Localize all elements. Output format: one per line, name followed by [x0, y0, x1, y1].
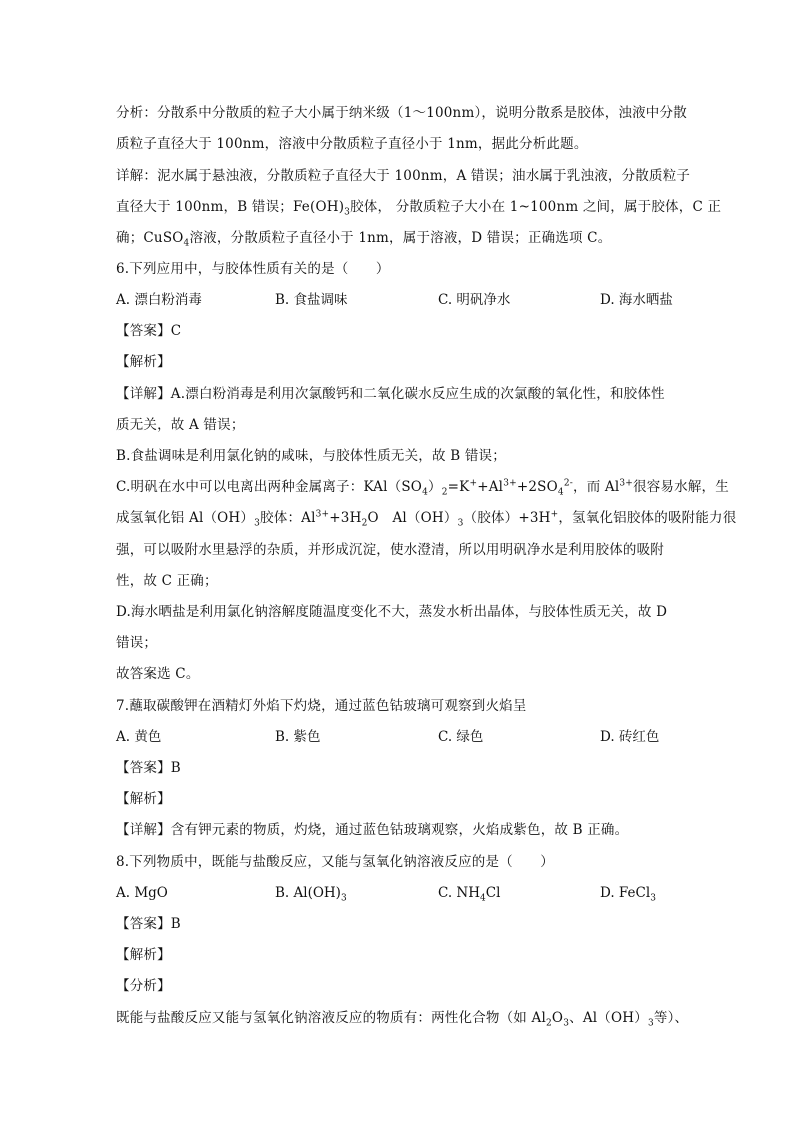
- q7-detail: 【详解】含有钾元素的物质，灼烧，通过蓝色钴玻璃观察，火焰成紫色，故 B 正确。: [116, 822, 629, 838]
- q5-analysis-line-2: 质粒子直径大于 100nm，溶液中分散质粒子直径小于 1nm，据此分析此题。: [116, 136, 588, 152]
- q8-analysis-line: 既能与盐酸反应又能与氢氧化钠溶液反应的物质有：两性化合物（如 $Al_2O_3$、$Al(OH)_3$等）、: [116, 1010, 689, 1029]
- q7-question: 7.蘸取碳酸钾在酒精灯外焰下灼烧，通过蓝色钴玻璃可观察到火焰呈: [116, 698, 527, 714]
- q6-detail-line-9: 错误；: [116, 635, 158, 651]
- q6-detail-line-4: C.明矾在水中可以电离出两种金属离子：$KAl(SO_4)_2=K^++Al^{3+}+2SO_4^{2-}$，而 $Al^{3+}$很容易水解，生: [116, 478, 729, 498]
- q5-detail-line-3: 确；CuSO$_4$溶液，分散质粒子直径小于 1nm，属于溶液，D 错误；正确选项 C。: [116, 230, 612, 249]
- q6-detail-line-7: 性，故 C 正确；: [116, 573, 218, 589]
- q5-analysis-line-1: 分析：分散系中分散质的粒子大小属于纳米级（1～100nm），说明分散系是胶体，浊液中分散: [116, 105, 687, 121]
- q7-option-b: B. 紫色: [275, 729, 321, 745]
- q8-option-a: A. MgO: [116, 885, 168, 901]
- q6-conclusion: 故答案选 C。: [116, 666, 200, 682]
- q8-option-c: C. $NH_4Cl$: [438, 885, 501, 904]
- q8-option-d: D. FeCl$_3$: [600, 885, 656, 904]
- q7-option-d: D. 砖红色: [600, 729, 660, 745]
- q6-option-c: C. 明矾净水: [438, 292, 511, 308]
- q6-detail-line-2: 质无关，故 A 错误；: [116, 417, 245, 433]
- q6-detail-line-3: B.食盐调味是利用氯化钠的咸味，与胶体性质无关，故 B 错误；: [116, 448, 506, 464]
- q7-analysis-label: 【解析】: [116, 791, 171, 807]
- q8-question: 8.下列物质中，既能与盐酸反应，又能与氢氧化钠溶液反应的是（ ）: [116, 854, 554, 870]
- q6-question: 6.下列应用中，与胶体性质有关的是（ ）: [116, 261, 390, 277]
- q8-option-b: B. $Al(OH)_3$: [275, 885, 347, 904]
- q6-detail-line-1: 【详解】A.漂白粉消毒是利用次氯酸钙和二氧化碳水反应生成的次氯酸的氧化性，和胶体性: [116, 386, 665, 402]
- q6-analysis-label: 【解析】: [116, 354, 171, 370]
- q7-answer: 【答案】B: [116, 760, 181, 776]
- q6-detail-line-6: 强，可以吸附水里悬浮的杂质，并形成沉淀，使水澄清，所以用明矾净水是利用胶体的吸附: [116, 542, 664, 558]
- q5-detail-line-1: 详解：泥水属于悬浊液，分散质粒子直径大于 100nm，A 错误；油水属于乳浊液，分散质粒子: [116, 168, 691, 184]
- q8-answer: 【答案】B: [116, 916, 181, 932]
- q6-option-b: B. 食盐调味: [275, 292, 348, 308]
- q6-option-a: A. 漂白粉消毒: [116, 292, 202, 308]
- q7-option-a: A. 黄色: [116, 729, 162, 745]
- q6-detail-line-5: 成氢氧化铝 $Al(OH)_3$胶体：$Al^{3+}+3H_2O$ $Al(OH)_3$（胶体）+3H+，氢氧化铝胶体的吸附能力很: [116, 509, 737, 529]
- q6-answer: 【答案】C: [116, 323, 182, 339]
- q8-analysis-label: 【解析】: [116, 947, 171, 963]
- q6-option-d: D. 海水晒盐: [600, 292, 673, 308]
- q6-detail-line-8: D.海水晒盐是利用氯化钠溶解度随温度变化不大，蒸发水析出晶体，与胶体性质无关，故 D: [116, 604, 668, 620]
- q5-detail-line-2: 直径大于 100nm，B 错误；$Fe(OH)_3$胶体， 分散质粒子大小在 1~100nm 之间，属于胶体，C 正: [116, 199, 722, 218]
- q8-fenxi-label: 【分析】: [116, 978, 171, 994]
- q7-option-c: C. 绿色: [438, 729, 484, 745]
